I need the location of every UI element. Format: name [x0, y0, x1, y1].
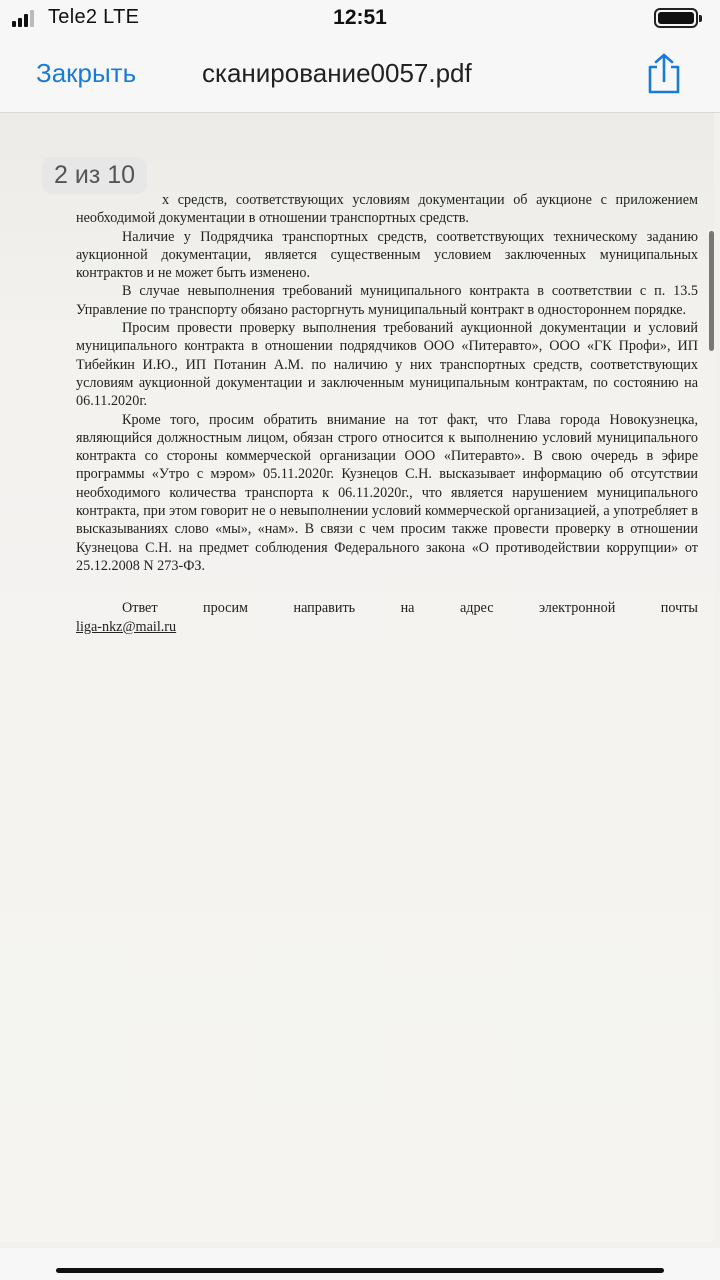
battery-icon [654, 8, 698, 28]
share-icon[interactable] [642, 52, 686, 96]
paragraph: В случае невыполнения требований муниципального контракта в соответствии с п. 13.5 Управление по транспорту обязано расторгнуть муниципальный контракт в одностороннем порядке. [76, 283, 698, 318]
reply-word: адрес [459, 600, 494, 617]
reply-request [76, 599, 698, 636]
paragraph: Наличие у Подрядчика транспортных средств, соответствующих техническому заданию аукционной документации, является существенным условием заключенных муниципальных контрактов и не может быть изменено. [76, 228, 698, 282]
paragraph: Просим провести проверку выполнения требований аукционной документации и условий муниципального контракта в отношении подрядчиков ООО «Питеравто», ООО «ГК Профи», ИП Тибейкин И.Ю., ИП Потанин А.М. по наличию у них транспортных средств, соответствующих условиям аукционной документации и заключенным муниципальным контрактам, по состоянию на 06.11.2020г. [76, 320, 698, 410]
paragraph: Кроме того, просим обратить внимание на тот факт, что Глава города Новокузнецка, являющийся должностным лицом, обязан строго относится к выполнению условий муниципального контракта со стороны коммерческой организации ООО «Питеравто». В свою очередь в эфире программы «Утро с мэром» 05.11.2020г. Кузнецов С.Н. высказывает информацию об отсутствии необходимого количества транспорта к 06.11.2020г., что является нарушением муниципального контракта, при этом говорит не о невыполнении условий коммерческой организацией, а употребляет в высказываниях слово «мы», «нам». В связи с чем просим также провести проверку в отношении Кузнецова С.Н. на предмет соблюдения Федерального закона «О противодействии коррупции» от 25.12.2008 N 273-ФЗ. [76, 411, 698, 574]
scrollbar[interactable] [709, 231, 714, 351]
close-button[interactable]: Закрыть [36, 58, 137, 88]
reply-word: почты [660, 600, 698, 617]
reply-word: на [400, 600, 415, 617]
reply-email[interactable]: liga-nkz@mail.ru [76, 618, 177, 635]
document-page [0, 113, 714, 1241]
bottom-safe-area [0, 1248, 720, 1280]
carrier-label: Tele2 LTE [48, 6, 140, 28]
document-title: сканирование0057.pdf [202, 58, 472, 88]
reply-word: направить [293, 600, 356, 617]
reply-word: электронной [538, 600, 616, 617]
status-bar [0, 0, 720, 36]
pdf-viewer[interactable] [0, 113, 720, 1248]
letter-body [76, 191, 698, 636]
reply-word: просим [203, 600, 249, 617]
navigation-bar [0, 36, 720, 113]
paragraph: х средств, соответствующих условиям документации об аукционе с приложением необходимой документации в отношении транспортных средств. [76, 192, 698, 227]
home-indicator[interactable] [56, 1268, 664, 1273]
status-time: 12:51 [333, 6, 387, 29]
reply-line [76, 599, 698, 617]
page-indicator: 2 из 10 [42, 157, 147, 194]
reply-word: Ответ [122, 600, 158, 617]
